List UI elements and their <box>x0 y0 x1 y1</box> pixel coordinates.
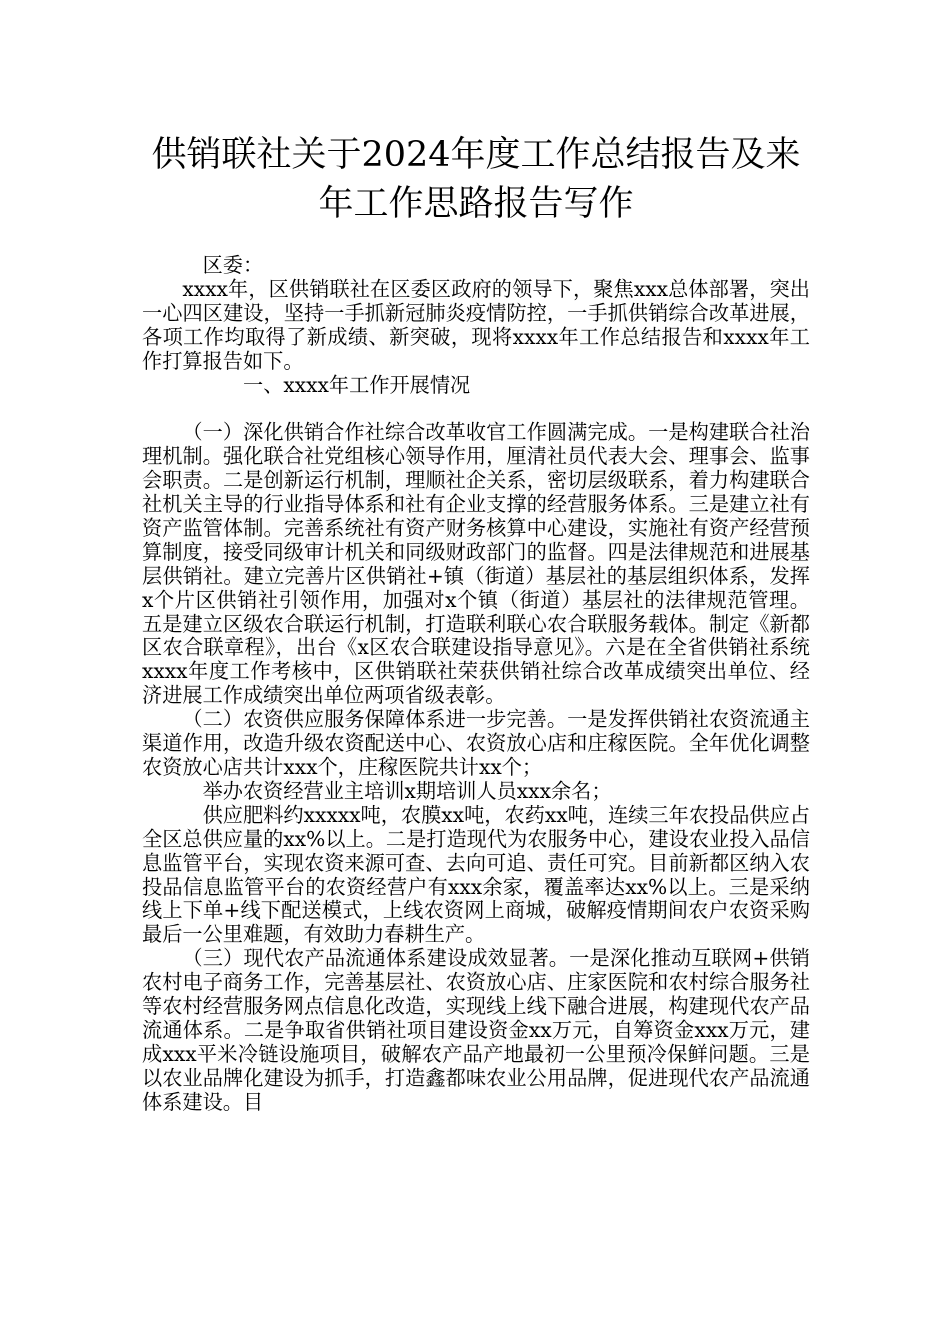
section-heading: 一、xxxx年工作开展情况 <box>243 372 471 397</box>
paragraph-part-1: （一）深化供销合作社综合改革收官工作圆满完成。一是构建联合社治理机制。强化联合社党组核心领导作用，厘清社员代表大会、理事会、监事会职责。二是创新运行机制，理顺社企关系，密切层级联系，着力构建联合社机关主导的行业指导体系和社有企业支撑的经营服务体系。三是建立社有资产监管体制。完善系统社有资产财务核算中心建设，实施社有资产经营预算制度，接受同级审计机关和同级财政部门的监督。四是法律规范和进展基层供销社。建立完善片区供销社+镇（街道）基层社的基层组织体系，发挥x个片区供销社引领作用，加强对x个镇（街道）基层社的法律规范管理。五是建立区级农合联运行机制，打造联利联心农合联服务载体。制定《新都区农合联章程》，出台《x区农合联建设指导意见》。六是在全省供销社系统xxxx年度工作考核中，区供销联社荣获供销社综合改革成绩突出单位、经济进展工作成绩突出单位两项省级表彰。 <box>142 420 810 708</box>
document-body <box>142 254 810 1115</box>
paragraph-part-2: （二）农资供应服务保障体系进一步完善。一是发挥供销社农资流通主渠道作用，改造升级农资配送中心、农资放心店和庄稼医院。全年优化调整农资放心店共计xxx个，庄稼医院共计xx个； <box>142 707 810 780</box>
intro-paragraph: xxxx年，区供销联社在区委区政府的领导下，聚焦xxx总体部署，突出一心四区建设，坚持一手抓新冠肺炎疫情防控，一手抓供销综合改革进展，各项工作均取得了新成绩、新突破，现将xxxx年工作总结报告和xxxx年工作打算报告如下。 <box>142 276 810 373</box>
paragraph-part-2-supply: 供应肥料约xxxxx吨，农膜xx吨，农药xx吨，连续三年农投品供应占全区总供应量的xx%以上。二是打造现代为农服务中心，建设农业投入品信息监管平台，实现农资来源可查、去向可追、责任可究。目前新都区纳入农投品信息监管平台的农资经营户有xxx余家，覆盖率达xx%以上。三是采纳线上下单+线下配送模式，上线农资网上商城，破解疫情期间农户农资采购最后一公里难题，有效助力春耕生产。 <box>142 802 810 947</box>
paragraph-part-3: （三）现代农产品流通体系建设成效显著。一是深化推动互联网+供销农村电子商务工作，完善基层社、农资放心店、庄家医院和农村综合服务社等农村经营服务网点信息化改造，实现线上线下融合进展，构建现代农产品流通体系。二是争取省供销社项目建设资金xx万元，自筹资金xxx万元，建成xxx平米冷链设施项目，破解农产品产地最初一公里预冷保鲜问题。三是以农业品牌化建设为抓手，打造鑫都味农业公用品牌，促进现代农产品流通体系建设。目 <box>142 946 810 1114</box>
salutation: 区委： <box>202 253 264 277</box>
document-page <box>142 0 810 1344</box>
paragraph-part-2-training: 举办农资经营业主培训x期培训人员xxx余名； <box>202 778 612 803</box>
document-title: 供销联社关于2024年度工作总结报告及来年工作思路报告写作 <box>151 135 801 224</box>
